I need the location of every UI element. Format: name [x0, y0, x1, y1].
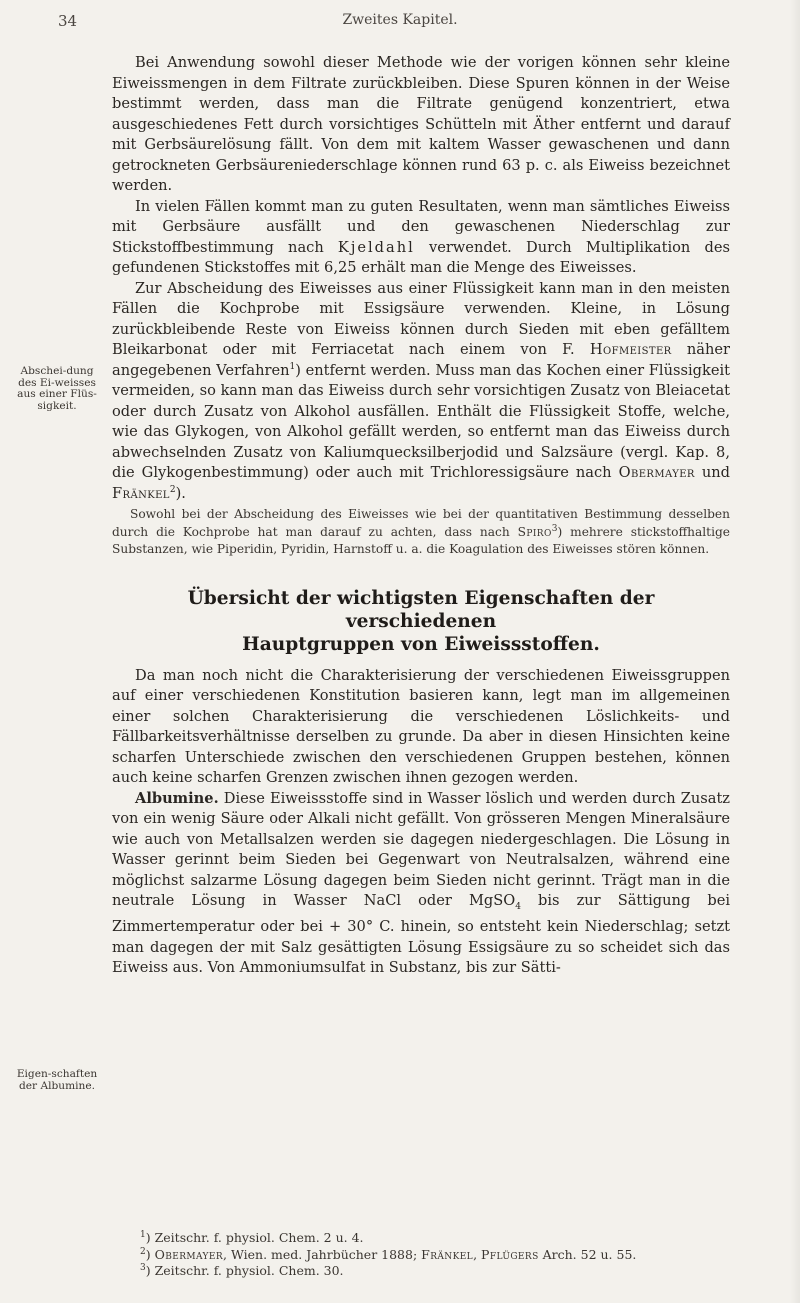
running-head: Zweites Kapitel.: [342, 12, 458, 28]
author-name: Pflügers: [481, 1246, 539, 1262]
text-run: Sowohl bei der Abscheidung des Eiweisses wie bei der quantitativen Bestimmung desselben durch die Kochprobe hat man darauf zu achten, dass nach: [112, 507, 730, 539]
footnote-ref: 2: [169, 484, 176, 495]
small-print-note: [112, 506, 730, 559]
footnote-text: ) Zeitschr. f. physiol. Chem. 30.: [145, 1263, 344, 1278]
text-run: ).: [175, 484, 186, 502]
paragraph: [112, 279, 730, 505]
subscript: 4: [515, 901, 521, 912]
footnote-number: 2: [140, 1246, 146, 1257]
author-name: Fränkel: [421, 1246, 474, 1262]
text-run: ) mehrere stickstoffhaltige Substanzen, wie Piperidin, Pyridin, Harnstoff u. a. die Koagulation des Eiweisses stören können.: [112, 524, 730, 556]
paragraph: [112, 789, 730, 979]
author-name: Spiro: [517, 524, 552, 539]
text-run: In vielen Fällen kommt man zu guten Resultaten, wenn man sämtliches Eiweiss mit Gerbsäure ausfällt und den gewaschenen Niederschlag zur Stickstoffbestimmung nach: [112, 197, 730, 256]
text-run: bis zur Sättigung bei Zimmertemperatur oder bei + 30° C. hinein, so entsteht kein Niederschlag; setzt man dagegen der mit Salz gesättigten Lösung Essigsäure zu so scheidet sich das Eiweiss aus. Von Ammoniumsulfat in Substanz, bis zur Sätti-: [112, 892, 731, 977]
text-run: ) entfernt werden. Muss man das Kochen einer Flüssigkeit vermeiden, so kann man das Eiweiss durch sehr vorsichtigen Zusatz von Bleiacetat oder durch Zusatz von Alkohol ausfällen. Enthält die Flüssigkeit Stoffe, welche, wie das Glykogen, von Alkohol gefällt werden, so entfernt man das Eiweiss durch abwechselnden Zusatz von Kaliumquecksilberjodid und Salzsäure (vergl. Kap. 8, die Glykogenbestimmung) oder auch mit Trichloressigsäure nach: [112, 361, 731, 481]
author-name: Fränkel: [112, 484, 170, 502]
footnote-text: ,: [473, 1246, 482, 1262]
term-albumine: Albumine.: [135, 789, 219, 807]
paragraph: Bei Anwendung sowohl dieser Methode wie der vorigen können sehr kleine Eiweissmengen in dem Filtrate zurückbleiben. Diese Spuren können in der Weise bestimmt werden, dass man die Filtrate genügend konzentriert, etwa ausgeschiedenes Fett durch vorsichtiges Schütteln mit Äther entfernt und darauf mit Gerbsäurelösung fällt. Von dem mit kaltem Wasser gewaschenen und dann getrockneten Gerbsäureniederschlage können rund 63 p. c. als Eiweiss bezeichnet werden.: [112, 54, 730, 194]
footnote-text: ): [145, 1246, 155, 1262]
margin-note-albumine: Eigen-schaften der Albumine.: [16, 1068, 98, 1092]
footnote-text: , Wien. med. Jahrbücher 1888;: [223, 1246, 422, 1262]
margin-note-abscheidung: Abschei-dung des Ei-weisses aus einer Flüs-sigkeit.: [17, 365, 97, 412]
footnote-3: [140, 1263, 740, 1280]
heading-line: Hauptgruppen von Eiweissstoffen.: [242, 633, 600, 655]
footnote-ref: 3: [551, 523, 558, 534]
footnote-ref: 1: [289, 361, 296, 372]
body-text: [112, 53, 730, 979]
footnote-text: ) Zeitschr. f. physiol. Chem. 2 u. 4.: [145, 1230, 364, 1245]
page-number: 34: [58, 12, 78, 30]
text-run: Diese Eiweissstoffe sind in Wasser löslich und werden durch Zusatz von ein wenig Säure oder Alkali nicht gefällt. Von grösseren Mengen Mineralsäure wie auch von Metallsalzen werden sie dagegen niedergeschlagen. Die Lösung in Wasser gerinnt beim Sieden bei Gegenwart von Neutralsalzen, während eine möglichst salzarme Lösung dagegen beim Sieden nicht gerinnt. Trägt man in die neutrale Lösung in Wasser NaCl oder MgSO: [112, 789, 730, 909]
author-name: Obermayer: [618, 464, 695, 481]
footnotes: [140, 1230, 740, 1280]
paragraph: Da man noch nicht die Charakterisierung der verschiedenen Eiweissgruppen auf einer verschiedenen Konstitution basieren kann, legt man im allgemeinen einer solchen Charakterisierung die verschiedenen Löslichkeits- und Fällbarkeitsverhältnisse derselben zu grunde. Da aber in diesen Hinsichten keine scharfen Unterschiede zwischen den verschiedenen Gruppen bestehen, können auch keine scharfen Grenzen zwischen ihnen gezogen werden.: [112, 666, 730, 786]
author-name: Kjeldahl: [337, 238, 415, 256]
section-heading: [112, 587, 730, 656]
page-edge-shadow: [790, 0, 800, 1303]
text-run: näher angegebenen Verfahren: [112, 341, 730, 379]
footnote-text: Arch. 52 u. 55.: [538, 1246, 637, 1262]
heading-line: Übersicht der wichtigsten Eigenschaften der verschiedenen: [187, 587, 655, 632]
text-run: Zur Abscheidung des Eiweisses aus einer Flüssigkeit kann man in den meisten Fällen die Kochprobe mit Essigsäure verwenden. Kleine, in Lösung zurückbleibende Reste von Eiweiss können durch Sieden mit eben gefälltem Bleikarbonat oder mit Ferriacetat nach einem von F.: [112, 279, 730, 358]
page-header: [0, 12, 800, 38]
footnote-number: 3: [140, 1262, 146, 1273]
footnote-number: 1: [140, 1229, 146, 1240]
author-name: Hofmeister: [589, 341, 672, 358]
paragraph: [112, 197, 730, 279]
footnote-2: [140, 1247, 740, 1264]
text-run: und: [694, 464, 730, 481]
text-run: verwendet. Durch Multiplikation des gefundenen Stickstoffes mit 6,25 erhält man die Menge des Eiweisses.: [112, 238, 730, 276]
footnote-1: [140, 1230, 740, 1247]
author-name: Obermayer: [154, 1246, 224, 1262]
